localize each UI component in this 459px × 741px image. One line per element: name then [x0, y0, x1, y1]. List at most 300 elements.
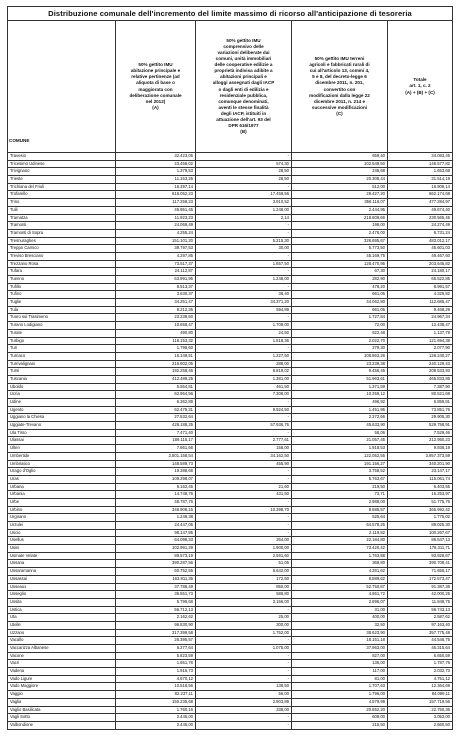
header-line: successive modificazioni [311, 104, 368, 110]
cell-comune: Tricesimo Udinese [8, 160, 116, 168]
cell-total: 42.000,25 [388, 591, 453, 599]
cell-value-b: 1.248,00 [196, 206, 292, 214]
cell-value-a: 346.908,15 [116, 506, 196, 514]
cell-value-a: 8.513,37 [116, 283, 196, 291]
cell-value-c: 67,30 [292, 268, 388, 276]
cell-comune: Ulassai [8, 437, 116, 445]
header-line: comprensivo delle [223, 43, 264, 49]
header-line: agricoli e fabbricati rurali di [309, 62, 370, 68]
table-row [8, 206, 453, 214]
cell-comune: Travesio [8, 153, 116, 161]
cell-comune: Trino [8, 199, 116, 207]
cell-comune: Udine [8, 399, 116, 407]
cell-value-a: 490,80 [116, 329, 196, 337]
cell-value-a: 24.112,87 [116, 268, 196, 276]
table-row [8, 591, 453, 599]
column-header-row [8, 21, 453, 153]
header-line: 50% gettito IMU terreni [314, 56, 365, 62]
cell-total: 7.529,46 [388, 429, 453, 437]
cell-comune: Vaglio Basilicata [8, 706, 116, 714]
cell-total: 390.708,41 [388, 560, 453, 568]
table-row [8, 214, 453, 222]
cell-value-a: 5.554,81 [116, 383, 196, 391]
cell-value-b: - [196, 414, 292, 422]
cell-total: 4.329,82 [388, 291, 453, 299]
table-row [8, 399, 453, 407]
header-line: 50% gettito IMU [226, 37, 261, 43]
cell-value-a: 390.287,56 [116, 560, 196, 568]
cell-value-b: - [196, 345, 292, 353]
header-line: aventi le stesse finalità [218, 104, 269, 110]
header-line: maggiorata con [138, 86, 173, 92]
header-line: 50% gettito IMU [138, 62, 173, 68]
cell-value-a: 62.475,31 [116, 406, 196, 414]
table-row [8, 375, 453, 383]
cell-value-a: 63.991,95 [116, 276, 196, 284]
cell-value-c: 81,00 [292, 675, 388, 683]
header-line: (B) [240, 129, 247, 135]
cell-total: 203.645,82 [388, 260, 453, 268]
cell-value-b: - [196, 475, 292, 483]
cell-value-c: 215,50 [292, 721, 388, 729]
cell-total: 365.992,42 [388, 506, 453, 514]
cell-value-b: 172,50 [196, 575, 292, 583]
cell-comune: Vaccarizza Albanese [8, 645, 116, 653]
cell-comune: Ucria [8, 391, 116, 399]
header-line: deliberazione comunale [129, 92, 182, 98]
header-line: convertito con [323, 86, 356, 92]
cell-value-a: 109.298,07 [116, 475, 196, 483]
cell-value-b: 34.162,50 [196, 452, 292, 460]
table-row [8, 552, 453, 560]
cell-comune: Uboldo [8, 383, 116, 391]
cell-value-c: 58,06 [292, 429, 388, 437]
cell-comune: Tramatza [8, 214, 116, 222]
cell-value-b: 28,50 [196, 168, 292, 176]
cell-value-b: 30,00 [196, 245, 292, 253]
cell-total: 29.905,30 [388, 414, 453, 422]
table-row [8, 406, 453, 414]
cell-value-a: 4.255,24 [116, 229, 196, 237]
cell-total: 178.311,71 [388, 545, 453, 553]
cell-value-c: 4.861,72 [292, 591, 388, 599]
cell-total: 89.025,30 [388, 522, 453, 530]
cell-value-a: 62.954,56 [116, 391, 196, 399]
cell-value-a: 216.602,05 [116, 360, 196, 368]
cell-total: 483.012,17 [388, 237, 453, 245]
cell-total: 12.364,69 [388, 683, 453, 691]
cell-total: 8.991,57 [388, 283, 453, 291]
header-line: dicembre 2011, n. 201, [315, 80, 364, 86]
cell-comune: Vaggio [8, 691, 116, 699]
cell-value-c: 218.609,66 [292, 214, 388, 222]
cell-value-b: 300,00 [196, 621, 292, 629]
cell-value-c: 38.623,90 [292, 629, 388, 637]
cell-value-a: 27.532,64 [116, 414, 196, 422]
cell-comune: Usmate Velate [8, 552, 116, 560]
cell-comune: Umbertide [8, 452, 116, 460]
cell-value-a: 2.445,00 [116, 714, 196, 722]
cell-value-b: - [196, 468, 292, 476]
header-line: comuni, unità immobiliari [215, 56, 272, 62]
cell-comune: Urbania [8, 491, 116, 499]
cell-value-b: - [196, 498, 292, 506]
cell-comune: Turbigo [8, 337, 116, 345]
cell-value-c: 2.372,66 [292, 414, 388, 422]
table-row [8, 483, 453, 491]
cell-value-b: - [196, 399, 292, 407]
cell-value-c: 1.727,84 [292, 314, 388, 322]
cell-comune: Turano Lodigiano [8, 322, 116, 330]
cell-value-c: 37.963,00 [292, 645, 388, 653]
cell-value-b: - [196, 529, 292, 537]
cell-total: 112.685,47 [388, 299, 453, 307]
table-row [8, 614, 453, 622]
cell-value-b: 586,80 [196, 591, 292, 599]
cell-total: 340.201,90 [388, 460, 453, 468]
cell-total: 84.089,11 [388, 691, 453, 699]
table-row [8, 345, 453, 353]
cell-total: 100.267,67 [388, 529, 453, 537]
header-line: 5 e 8, del decreto-legge 6 [312, 74, 367, 80]
cell-value-c: 400,00 [292, 614, 388, 622]
cell-value-c: 2.896,07 [292, 598, 388, 606]
cell-total: 121.694,38 [388, 337, 453, 345]
cell-value-c: 5.773,50 [292, 245, 388, 253]
cell-total: 93.928,67 [388, 552, 453, 560]
cell-comune: Turi [8, 345, 116, 353]
table-row [8, 460, 453, 468]
cell-value-c: 28.427,20 [292, 191, 388, 199]
cell-comune: Turriaco [8, 352, 116, 360]
cell-value-a: 4.297,85 [116, 252, 196, 260]
cell-value-b: 5.215,30 [196, 237, 292, 245]
cell-total: 126.240,27 [388, 352, 453, 360]
cell-comune: Trezzano Rosa [8, 260, 116, 268]
cell-comune: Urgnano [8, 514, 116, 522]
table-row [8, 445, 453, 453]
cell-comune: Tramonti [8, 222, 116, 230]
cell-value-c: 496,92 [292, 399, 388, 407]
cell-comune: Uzzano [8, 629, 116, 637]
cell-value-b: 2.903,89 [196, 698, 292, 706]
table-row [8, 191, 453, 199]
table-row [8, 498, 453, 506]
cell-total: 1.787,76 [388, 660, 453, 668]
table-row [8, 245, 453, 253]
cell-comune: Urzulei [8, 522, 116, 530]
table-row [8, 260, 453, 268]
table-row [8, 160, 453, 168]
cell-value-a: 7.861,66 [116, 445, 196, 453]
cell-value-c: 72,00 [292, 322, 388, 330]
header-line: abitazione principale e [130, 68, 181, 74]
cell-value-c: 1.707,63 [292, 683, 388, 691]
cell-value-a: 43.458,02 [116, 160, 196, 168]
cell-value-a: 148.589,73 [116, 460, 196, 468]
cell-total: 49.674,40 [388, 206, 453, 214]
cell-value-a: 1.798,60 [116, 345, 196, 353]
cell-value-b: 21,60 [196, 483, 292, 491]
cell-value-a: 1.379,53 [116, 168, 196, 176]
cell-total: 2.032,73 [388, 668, 453, 676]
table-row [8, 314, 453, 322]
cell-value-a: 10.658,47 [116, 322, 196, 330]
cell-comune: Ulten [8, 445, 116, 453]
cell-comune: Trieste [8, 176, 116, 184]
cell-total: 4.751,12 [388, 675, 453, 683]
cell-value-b: - [196, 268, 292, 276]
table-body [8, 153, 453, 730]
cell-total: 2.587,62 [388, 614, 453, 622]
column-header-a [116, 21, 196, 153]
cell-value-b: 6.819,02 [196, 368, 292, 376]
cell-value-c: 622,48 [292, 329, 388, 337]
cell-value-a: 189.115,17 [116, 437, 196, 445]
table-row [8, 714, 453, 722]
table-row [8, 575, 453, 583]
cell-value-b: 431,50 [196, 491, 292, 499]
cell-value-b: - [196, 675, 292, 683]
cell-value-a: 23.239,50 [116, 314, 196, 322]
cell-value-a: 96.830,90 [116, 621, 196, 629]
cell-value-b: 10.398,70 [196, 506, 292, 514]
cell-value-b: - [196, 252, 292, 260]
header-line: abitazioni principali e [220, 74, 267, 80]
cell-value-b: 34.371,20 [196, 299, 292, 307]
table-row [8, 637, 453, 645]
cell-value-c: 659,40 [292, 153, 388, 161]
table-row [8, 522, 453, 530]
cell-value-c: 827,00 [292, 652, 388, 660]
cell-total: 80.521,68 [388, 391, 453, 399]
cell-total: 23.147,17 [388, 468, 453, 476]
cell-value-b: 138,50 [196, 683, 292, 691]
table-row [8, 237, 453, 245]
cell-comune: Usellus [8, 537, 116, 545]
cell-total: 6.731,24 [388, 229, 453, 237]
cell-value-b: 1.708,00 [196, 322, 292, 330]
cell-total: 146.577,82 [388, 160, 453, 168]
cell-comune: Turrivalignani [8, 360, 116, 368]
table-row [8, 437, 453, 445]
cell-value-c: 1.796,00 [292, 691, 388, 699]
cell-comune: Tuscania [8, 375, 116, 383]
cell-total: 51.775,76 [388, 498, 453, 506]
cell-value-a: 34.251,47 [116, 299, 196, 307]
cell-value-a: 8.212,35 [116, 306, 196, 314]
cell-comune: Uscio [8, 529, 116, 537]
header-line: modificazioni dalla legge 22 [309, 92, 370, 98]
table-row [8, 645, 453, 653]
table-row [8, 668, 453, 676]
cell-value-a: 56.712,13 [116, 606, 196, 614]
cell-value-c: 73,71 [292, 491, 388, 499]
cell-comune: Usseaux [8, 583, 116, 591]
cell-comune: Vadena [8, 668, 116, 676]
cell-value-c: 245,68 [292, 168, 388, 176]
cell-value-a: 36.551,73 [116, 591, 196, 599]
cell-value-a: 37.786,49 [116, 583, 196, 591]
cell-value-b: 17.458,56 [196, 191, 292, 199]
cell-value-a: 45.951,45 [116, 206, 196, 214]
table-row [8, 414, 453, 422]
cell-comune: Urbino [8, 506, 116, 514]
cell-value-c: 23.239,38 [292, 360, 388, 368]
table-row [8, 291, 453, 299]
cell-value-b: - [196, 429, 292, 437]
cell-value-c: 8.589,62 [292, 575, 388, 583]
header-line: (A) [152, 104, 159, 110]
table-row [8, 691, 453, 699]
cell-comune: Uta [8, 614, 116, 622]
cell-total: 49.467,60 [388, 252, 453, 260]
cell-total: 2.077,90 [388, 345, 453, 353]
cell-total: 91.387,36 [388, 583, 453, 591]
cell-value-c: 31,00 [292, 606, 388, 614]
table-row [8, 329, 453, 337]
cell-value-b: 455,90 [196, 460, 292, 468]
cell-total: 1.137,78 [388, 329, 453, 337]
cell-value-c: 198,00 [292, 222, 388, 230]
cell-comune: Tuglie [8, 299, 116, 307]
cell-value-b: - [196, 222, 292, 230]
table-row [8, 583, 453, 591]
cell-value-c: 136,00 [292, 660, 388, 668]
cell-value-c: 608,00 [292, 714, 388, 722]
table-row [8, 529, 453, 537]
cell-value-a: 64.098,33 [116, 537, 196, 545]
table-row [8, 299, 453, 307]
cell-comune: Turate [8, 329, 116, 337]
cell-value-c: 22.184,80 [292, 537, 388, 545]
table-row [8, 276, 453, 284]
cell-value-c: 64.578,25 [292, 522, 388, 530]
table-row [8, 183, 453, 191]
cell-value-c: 478,20 [292, 283, 388, 291]
cell-total: 6.650,59 [388, 652, 453, 660]
cell-total: 86.547,13 [388, 537, 453, 545]
cell-value-a: 6.362,89 [116, 399, 196, 407]
column-header-total [388, 21, 453, 153]
cell-total: 208.533,93 [388, 368, 453, 376]
cell-value-b: 850,00 [196, 583, 292, 591]
cell-value-b: 288,00 [196, 360, 292, 368]
cell-total: 9.938,19 [388, 445, 453, 453]
cell-value-b: - [196, 721, 292, 729]
table-row [8, 545, 453, 553]
cell-total: 45.315,64 [388, 645, 453, 653]
cell-comune: Tursi [8, 368, 116, 376]
cell-value-c: 21.057,45 [292, 437, 388, 445]
cell-value-a: 150.235,68 [116, 698, 196, 706]
cell-value-c: 45.169,75 [292, 252, 388, 260]
cell-value-b: 1.248,00 [196, 276, 292, 284]
cell-comune: Tuili [8, 206, 116, 214]
cell-value-a: 3.630,37 [116, 291, 196, 299]
cell-value-c: 117,00 [292, 668, 388, 676]
table-row [8, 322, 453, 330]
cell-value-c: 8.685,57 [292, 506, 388, 514]
cell-value-c: 4.579,99 [292, 698, 388, 706]
header-line: relative pertinenze (ad [131, 74, 180, 80]
cell-comune: Uggiano la Chiesa [8, 414, 116, 422]
header-line: COMUNE [9, 137, 30, 143]
header-line: DPR 616/1977 [228, 123, 259, 129]
cell-value-a: 2.162,62 [116, 614, 196, 622]
header-line: aliquota di base o [136, 80, 175, 86]
column-header-c [292, 21, 388, 153]
distribution-table [7, 6, 453, 730]
cell-value-a: 11.923,23 [116, 214, 196, 222]
cell-total: 230.565,45 [388, 214, 453, 222]
cell-total: 212.950,23 [388, 437, 453, 445]
table-row [8, 683, 453, 691]
cell-comune: Tramonti di Sopra [8, 229, 116, 237]
table-row [8, 368, 453, 376]
cell-value-c: 2.476,00 [292, 229, 388, 237]
cell-value-c: 108.863,26 [292, 352, 388, 360]
cell-value-c: 32,50 [292, 621, 388, 629]
cell-value-b: - [196, 183, 292, 191]
cell-value-a: 426.188,25 [116, 422, 196, 430]
cell-comune: Ugento [8, 406, 116, 414]
cell-value-b: 461,50 [196, 383, 292, 391]
cell-value-b: 24,50 [196, 329, 292, 337]
cell-value-c: 122.052,55 [292, 452, 388, 460]
cell-value-c: 3.758,52 [292, 468, 388, 476]
cell-value-a: 16.397,14 [116, 183, 196, 191]
header-line: delle cooperative edilizie a [214, 62, 273, 68]
column-header-comune [8, 21, 116, 153]
cell-value-c: 45.633,90 [292, 422, 388, 430]
cell-value-a: 3.801.158,54 [116, 452, 196, 460]
cell-total: 24.967,34 [388, 314, 453, 322]
cell-total: 65.522,85 [388, 276, 453, 284]
cell-comune: Vacone [8, 652, 116, 660]
cell-value-a: 317.399,58 [116, 629, 196, 637]
cell-value-a: 24.447,05 [116, 522, 196, 530]
cell-comune: Tufara [8, 268, 116, 276]
table-row [8, 383, 453, 391]
header-line: cui all'articolo 13, commi 4, [309, 68, 370, 74]
table-row [8, 606, 453, 614]
cell-value-a: 6.277,64 [116, 645, 196, 653]
cell-total: 157.719,56 [388, 698, 453, 706]
cell-value-c: 5.763,67 [292, 475, 388, 483]
cell-value-c: 279,30 [292, 345, 388, 353]
table-row [8, 706, 453, 714]
cell-comune: Utelle [8, 621, 116, 629]
cell-total: 11.848,75 [388, 598, 453, 606]
table-row [8, 598, 453, 606]
cell-value-b: 1.752,00 [196, 629, 292, 637]
cell-value-b: 2.591,60 [196, 552, 292, 560]
cell-total: 34.083,45 [388, 153, 453, 161]
cell-value-b: 338,00 [196, 706, 292, 714]
cell-value-c: 1.371,59 [292, 383, 388, 391]
cell-value-a: 24.068,49 [116, 222, 196, 230]
cell-value-a: 118.153,32 [116, 337, 196, 345]
table-row [8, 537, 453, 545]
table-row [8, 491, 453, 499]
cell-value-a: 14.748,76 [116, 491, 196, 499]
cell-comune: Tuoro sul Trasimeno [8, 314, 116, 322]
cell-total: 24.274,49 [388, 222, 453, 230]
cell-value-b: 3.910,52 [196, 199, 292, 207]
cell-comune: Uras [8, 475, 116, 483]
cell-total: 44.546,75 [388, 637, 453, 645]
